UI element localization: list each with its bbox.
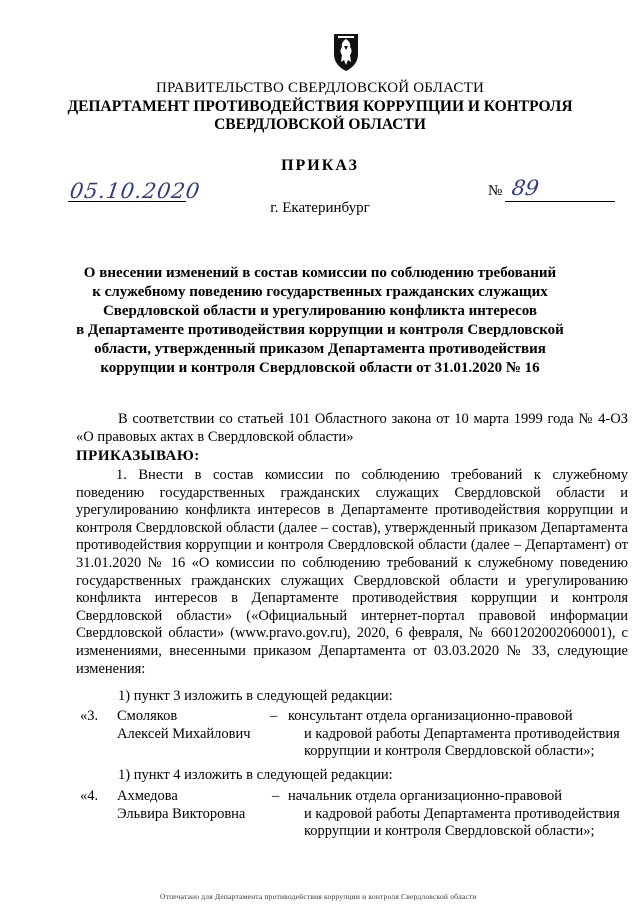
- entry-desc-line: и кадровой работы Департамента противодействия: [304, 805, 620, 822]
- entry-desc-line: и кадровой работы Департамента противодействия: [304, 725, 620, 742]
- entry-description: [288, 788, 640, 841]
- department-name: [0, 98, 640, 134]
- entry-number: «3.: [80, 708, 99, 724]
- preamble-paragraph: [76, 411, 628, 446]
- subitem-point-4: 1) пункт 4 изложить в следующей редакции:: [118, 767, 393, 783]
- entry-surname: Ахмедова: [117, 788, 178, 804]
- title-line: О внесении изменений в состав комиссии по соблюдению требований: [83, 265, 557, 281]
- entry-desc-line: начальник отдела организационно-правовой: [288, 788, 562, 804]
- entry-given-name: Алексей Михайлович: [117, 725, 251, 742]
- entry-surname: Смоляков: [117, 708, 178, 724]
- title-line: в Департаменте противодействия коррупции и контроля Свердловской: [76, 322, 564, 338]
- entry-person: [117, 788, 245, 823]
- government-name: ПРАВИТЕЛЬСТВО СВЕРДЛОВСКОЙ ОБЛАСТИ: [155, 80, 485, 96]
- subitem-point-3: 1) пункт 3 изложить в следующей редакции:: [118, 688, 393, 704]
- order-title: [0, 264, 640, 378]
- entry-dash: –: [270, 708, 278, 724]
- entry-given-name: Эльвира Викторовна: [117, 805, 246, 822]
- entry-desc-line: коррупции и контроля Свердловской области»;: [304, 823, 595, 840]
- handwritten-date: 05.10.2020: [68, 179, 202, 203]
- preamble-text: В соответствии со статьей 101 Областного закона от 10 марта 1999 года № 4-ОЗ «О правовых актах в Свердловской области»: [76, 411, 628, 445]
- number-label: №: [488, 183, 503, 199]
- print-footer: Отпечатано для Департамента противодействия коррупции и контроля Свердловской области: [160, 892, 477, 901]
- title-line: области, утвержденный приказом Департамента противодействия: [94, 341, 546, 357]
- entry-dash: –: [272, 788, 280, 804]
- document-type: ПРИКАЗ: [281, 157, 359, 174]
- entry-person: [117, 708, 251, 743]
- department-name-line2: СВЕРДЛОВСКОЙ ОБЛАСТИ: [214, 116, 426, 133]
- item-1-paragraph: [76, 467, 628, 678]
- department-name-line1: ДЕПАРТАМЕНТ ПРОТИВОДЕЙСТВИЯ КОРРУПЦИИ И КОНТРОЛЯ: [67, 98, 573, 115]
- entry-number: «4.: [80, 788, 99, 804]
- coat-of-arms-emblem: [330, 32, 362, 72]
- entry-desc-line: консультант отдела организационно-правовой: [288, 708, 573, 724]
- title-line: коррупции и контроля Свердловской области от 31.01.2020 № 16: [100, 360, 540, 376]
- title-line: Свердловской области и урегулированию конфликта интересов: [102, 303, 538, 319]
- entry-desc-line: коррупции и контроля Свердловской области»;: [304, 743, 595, 760]
- city: г. Екатеринбург: [270, 200, 370, 216]
- handwritten-number: 89: [510, 176, 541, 200]
- entry-description: [288, 708, 640, 761]
- order-word: ПРИКАЗЫВАЮ:: [76, 448, 200, 464]
- title-line: к служебному поведению государственных гражданских служащих: [92, 284, 548, 300]
- item-1-text: 1. Внести в состав комиссии по соблюдению требований к служебному поведению государственных гражданских служащих Свердловской области и урегулированию конфликта интересов в Департаменте противодействия коррупции и контроля Свердловской области (далее – состав), утвержденный приказом Департамента противодействия коррупции и контроля Свердловской области (далее – Департамент) от 31.01.2020 № 16 «О комиссии по соблюдению требований к служебному поведению государственных гражданских служащих Свердловской области и урегулированию конфликта интересов в Департаменте противодействия коррупции и контроля Свердловской области» («Официальный интернет-портал правовой информации Свердловской области» (www.pravo.gov.ru), 2020, 6 февраля, № 6601202002060001), с изменениями, внесенными приказом Департамента от 03.03.2020 № 33, следующие изменения:: [76, 467, 628, 677]
